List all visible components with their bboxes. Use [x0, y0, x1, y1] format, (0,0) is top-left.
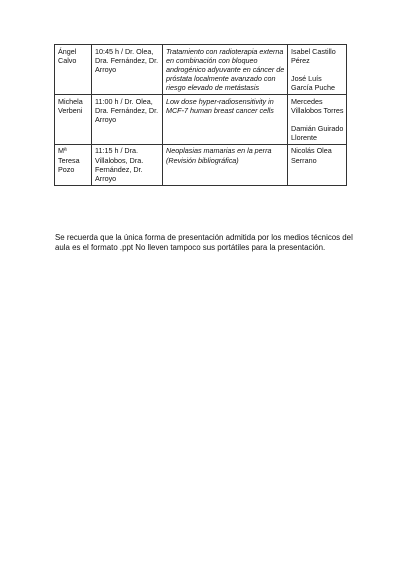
table-row: [55, 45, 347, 95]
table-row: [55, 144, 347, 185]
table-row: [55, 95, 347, 145]
speaker-cell: Ángel Calvo: [55, 45, 92, 95]
participants-cell: [288, 45, 347, 95]
presentation-title-cell: Low dose hyper-radiosensitivity in MCF-7 human breast cancer cells: [163, 95, 288, 145]
participant-name: Mercedes Villalobos Torres: [291, 96, 344, 115]
participant-name: Isabel Castillo Pérez: [291, 46, 336, 65]
presentation-title-cell: Neoplasias mamarias en la perra (Revisión bibliográfica): [163, 144, 288, 185]
participant-name: José Luís García Puche: [291, 73, 335, 93]
presentation-schedule-table: [54, 44, 347, 186]
participant-name: Nicolás Olea Serrano: [291, 146, 332, 165]
speaker-cell: Mª Teresa Pozo: [55, 144, 92, 185]
time-chairs-cell: 11:15 h / Dra. Villalobos, Dra. Fernández, Dr. Arroyo: [92, 144, 163, 185]
time-chairs-cell: 10:45 h / Dr. Olea, Dra. Fernández, Dr. Arroyo: [92, 45, 163, 95]
participants-cell: [288, 144, 347, 185]
speaker-cell: Michela Verbeni: [55, 95, 92, 145]
participants-cell: [288, 95, 347, 145]
presentation-format-note: Se recuerda que la única forma de presentación admitida por los medios técnicos del aula es el formato .ppt No lleven tampoco sus portátiles para la presentación.: [55, 233, 353, 252]
time-chairs-cell: 11:00 h / Dr. Olea, Dra. Fernández, Dr. Arroyo: [92, 95, 163, 145]
participant-name: Damián Guirado Llorente: [291, 123, 344, 143]
presentation-title-cell: Tratamiento con radioterapia externa en combinación con bloqueo androgénico adyuvante en cáncer de próstata localmente avanzado con riesgo elevado de metástasis: [163, 45, 288, 95]
